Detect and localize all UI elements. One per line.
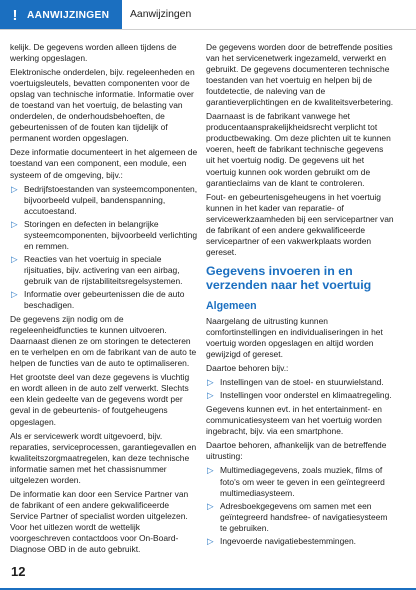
exclamation-icon: !	[12, 6, 18, 24]
left-column	[10, 42, 198, 558]
chapter-tab	[0, 0, 122, 30]
paragraph: De informatie kan door een Service Partner van de fabrikant of een andere gekwalificeerde Service Partner of specialist worden uitgelezen. Voor het uitlezen wordt de wettelijk voorgeschreven contactdoos voor On-Board-Diagnose OBD in de auto gebruikt.	[10, 488, 189, 555]
list-item	[206, 465, 394, 498]
paragraph: Als er servicewerk wordt uitgevoerd, bijv. reparaties, serviceprocessen, garantiegevallen en kwaliteitszorgmaatregelen, kan deze technische informatie samen met het chassisnummer uitgelezen worden.	[10, 430, 197, 485]
section-title: Aanwijzingen	[130, 9, 192, 20]
triangle-bullet-icon: ▷	[207, 377, 214, 388]
paragraph: Daarnaast is de fabrikant vanwege het producentaansprakelijkheidsrecht verplicht tot productbewaking. Om deze plichten uit te kunnen voeren, heeft de fabrikant technische gegevens uit het voertuig nodig. De gegevens uit het voertuig kunnen ook worden gebruikt om de garantieclaims van de klant te controleren.	[206, 111, 391, 188]
list-item-text: Informatie over gebeurtenissen die de auto beschadigen.	[24, 288, 185, 311]
page-header	[0, 0, 416, 30]
page-number: 12	[11, 564, 26, 579]
section-heading: Gegevens invoeren in en verzenden naar het voertuig	[206, 263, 372, 292]
paragraph: Gegevens kunnen evt. in het entertainment- en communicatiesysteem van het voertuig worden ingebracht, bijv. via een smartphone.	[206, 404, 382, 437]
list-item	[10, 254, 198, 287]
paragraph: kelijk. De gegevens worden alleen tijdens de werking opgeslagen.	[10, 42, 177, 64]
paragraph: Fout- en gebeurtenisgeheugens in het voertuig kunnen in het kader van reparatie- of servicewerkzaamheden bij een servicepartner van de fabrikant of een andere gekwalificeerde servicepartner of een vakwerkplaats worden gereset.	[206, 191, 394, 257]
bullet-list	[206, 465, 394, 546]
right-column	[206, 42, 394, 550]
triangle-bullet-icon: ▷	[207, 535, 214, 546]
paragraph: Elektronische onderdelen, bijv. regeleenheden en voertuigsleutels, bevatten componenten voor de opslag van technische informatie. Informatie over de toestand van het voertuig, de belasting van onderdelen, de onderhoudsbehoeften, de gebeurtenissen of de fouten kan tijdelijk of permanent worden opgeslagen.	[10, 67, 195, 144]
triangle-bullet-icon: ▷	[11, 288, 18, 299]
paragraph: Naargelang de uitrusting kunnen comfortinstellingen en individualiseringen in het voertuig worden opgeslagen en altijd worden gewijzigd of gereset.	[206, 315, 383, 360]
bullet-list	[10, 184, 198, 312]
bullet-list	[206, 377, 394, 401]
triangle-bullet-icon: ▷	[11, 183, 18, 194]
paragraph: De gegevens worden door de betreffende posities van het servicenetwerk ingezameld, verwerkt en gebruikt. De gegevens documenteren technische toestanden van het voertuig en helpen bij de foutdetectie, de naleving van de garantieverplichtingen en de kwaliteitsverbetering.	[206, 42, 394, 108]
paragraph: Deze informatie documenteert in het algemeen de toestand van een component, een module, een systeem of de omgeving, bijv.:	[10, 147, 198, 180]
list-item	[206, 501, 394, 534]
list-item-text: Instellingen voor onderstel en klimaatregeling.	[220, 390, 392, 401]
paragraph: Daartoe behoren bijv.:	[206, 363, 289, 374]
list-item-text: Bedrijfstoestanden van systeemcomponenten, bijvoorbeeld vulpeil, bandenspanning, accutoestand.	[24, 183, 198, 216]
triangle-bullet-icon: ▷	[207, 390, 214, 401]
list-item	[10, 219, 198, 252]
list-item-text: Instellingen van de stoel- en stuurwielstand.	[220, 377, 384, 388]
triangle-bullet-icon: ▷	[11, 218, 18, 229]
triangle-bullet-icon: ▷	[207, 465, 214, 476]
list-item-text: Storingen en defecten in belangrijke systeemcomponenten, bijvoorbeeld verlichting en remmen.	[24, 218, 198, 251]
list-item	[206, 377, 394, 388]
list-item-text: Adresboekgegevens om samen met een geïntegreerd handsfree- of navigatiesysteem te gebruiken.	[220, 500, 388, 533]
triangle-bullet-icon: ▷	[207, 500, 214, 511]
list-item-text: Multimediagegevens, zoals muziek, films of foto's om weer te geven in een geïntegreerd multimediasysteem.	[220, 465, 385, 498]
list-item	[10, 184, 198, 217]
list-item-text: Ingevoerde navigatiebestemmingen.	[220, 535, 357, 546]
list-item	[206, 536, 394, 547]
list-item	[10, 289, 198, 311]
paragraph: Het grootste deel van deze gegevens is vluchtig en wordt alleen in de auto zelf verwerkt. Slechts een klein gedeelte van de gegevens wordt per geval in de gebeurtenis- of foutgeheugens opgeslagen.	[10, 372, 190, 427]
paragraph: Daartoe behoren, afhankelijk van de betreffende uitrusting:	[206, 440, 387, 462]
page-footer	[0, 560, 416, 590]
triangle-bullet-icon: ▷	[11, 253, 18, 264]
paragraph: De gegevens zijn nodig om de regeleenheidfuncties te kunnen uitvoeren. Daarnaast dienen ze om storingen te detecteren en te verhelpen en om de fabrikant van de auto te helpen de functies van de auto te optimaliseren.	[10, 314, 197, 369]
chapter-tab-label: AANWIJZINGEN	[27, 9, 110, 21]
subsection-heading: Algemeen	[206, 299, 257, 312]
header-divider	[0, 29, 416, 30]
list-item-text: Reacties van het voertuig in speciale rijsituaties, bijv. activering van een airbag, gebruik van de rijstabiliteitsregelsystemen.	[24, 253, 183, 286]
list-item	[206, 390, 394, 401]
